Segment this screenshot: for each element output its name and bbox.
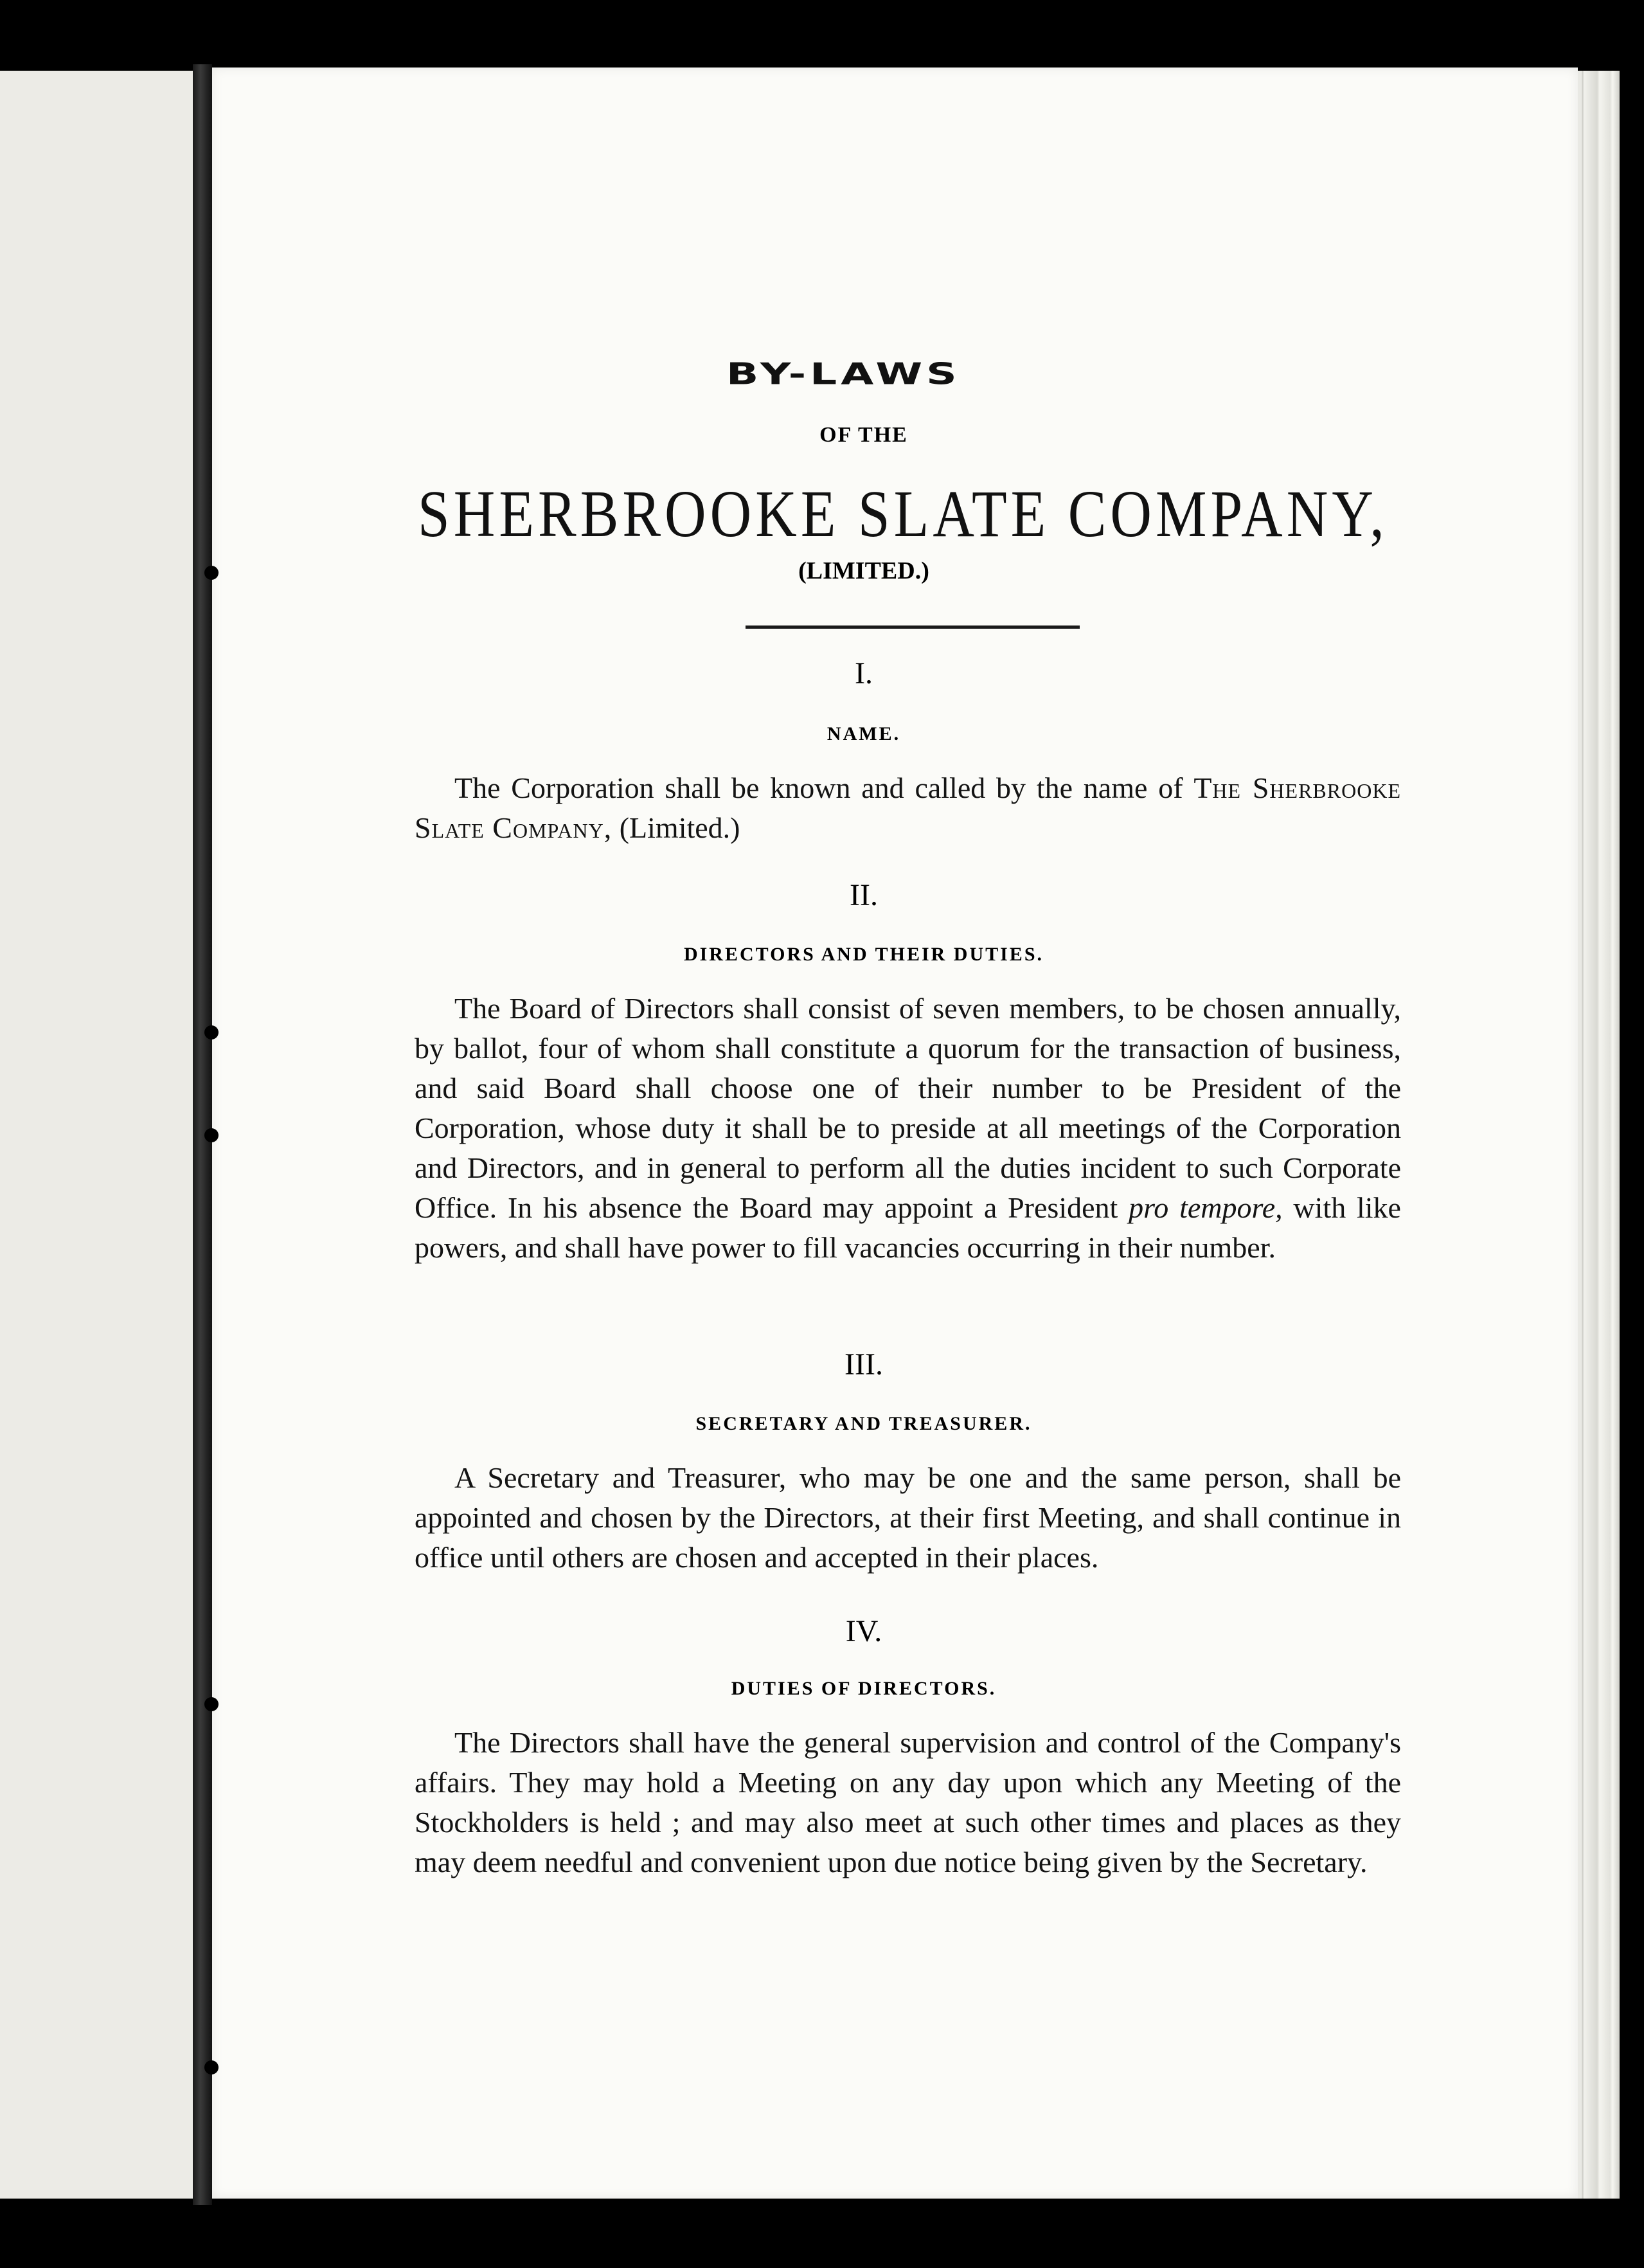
company-name: SHERBROOKE SLATE COMPANY,	[418, 477, 1388, 551]
section-heading: DIRECTORS AND THEIR DUTIES.	[683, 944, 1044, 965]
company-limited: (LIMITED.)	[798, 557, 929, 584]
binding-stitch	[204, 1025, 219, 1040]
section-paragraph: The Directors shall have the general supervision and control of the Company's affairs. They may hold a Meeting on any day upon which any Meeting of the Stockholders is held ; and may also meet at such other times and places as they may deem needful and convenient upon due notice being given by the Secretary.	[415, 1726, 1401, 1878]
paragraph-text: with like powers, and shall have power to fill vacancies occurring in their number.	[415, 1191, 1401, 1264]
section-number: III.	[844, 1347, 883, 1382]
section-number: I.	[855, 656, 873, 690]
binding-stitch	[204, 2060, 219, 2074]
section-heading: NAME.	[826, 723, 901, 744]
paragraph-italic-text: pro tempore,	[1129, 1191, 1283, 1224]
paragraph-text: (Limited.)	[612, 811, 740, 844]
section-heading: SECRETARY AND TREASURER.	[695, 1413, 1032, 1434]
section-number: II.	[850, 878, 878, 912]
document-title: BY-LAWS	[726, 357, 961, 392]
paragraph-text: The Board of Directors shall consist of seven members, to be chosen annually, by ballot, four of whom shall constitute a quorum for the transaction of business, and said Board shall choose one of their number to be President of the Corporation, whose duty it shall be to preside at all meetings of the Corporation and Directors, and in general to perform all the duties incident to such Corporate Office. In his absence the Board may appoint a President	[415, 992, 1401, 1224]
section-paragraph	[415, 989, 1401, 1268]
title-rule	[746, 626, 1080, 629]
section-paragraph	[415, 768, 1401, 848]
page-stack-edge	[1578, 71, 1620, 2199]
section-number: IV.	[845, 1614, 882, 1648]
binding-stitch	[204, 1128, 219, 1142]
title-of-the: OF THE	[819, 423, 908, 447]
paragraph-text: The Corporation shall be known and called by the name of	[454, 771, 1194, 804]
section-paragraph: A Secretary and Treasurer, who may be one and the same person, shall be appointed and chosen by the Directors, at their first Meeting, and shall continue in office until others are chosen and accepted in their places.	[415, 1461, 1401, 1574]
previous-page-edge	[0, 71, 206, 2199]
section-heading: DUTIES OF DIRECTORS.	[731, 1678, 997, 1699]
paragraph-smallcaps-text: The Sherbrooke Slate Company,	[415, 771, 1401, 844]
